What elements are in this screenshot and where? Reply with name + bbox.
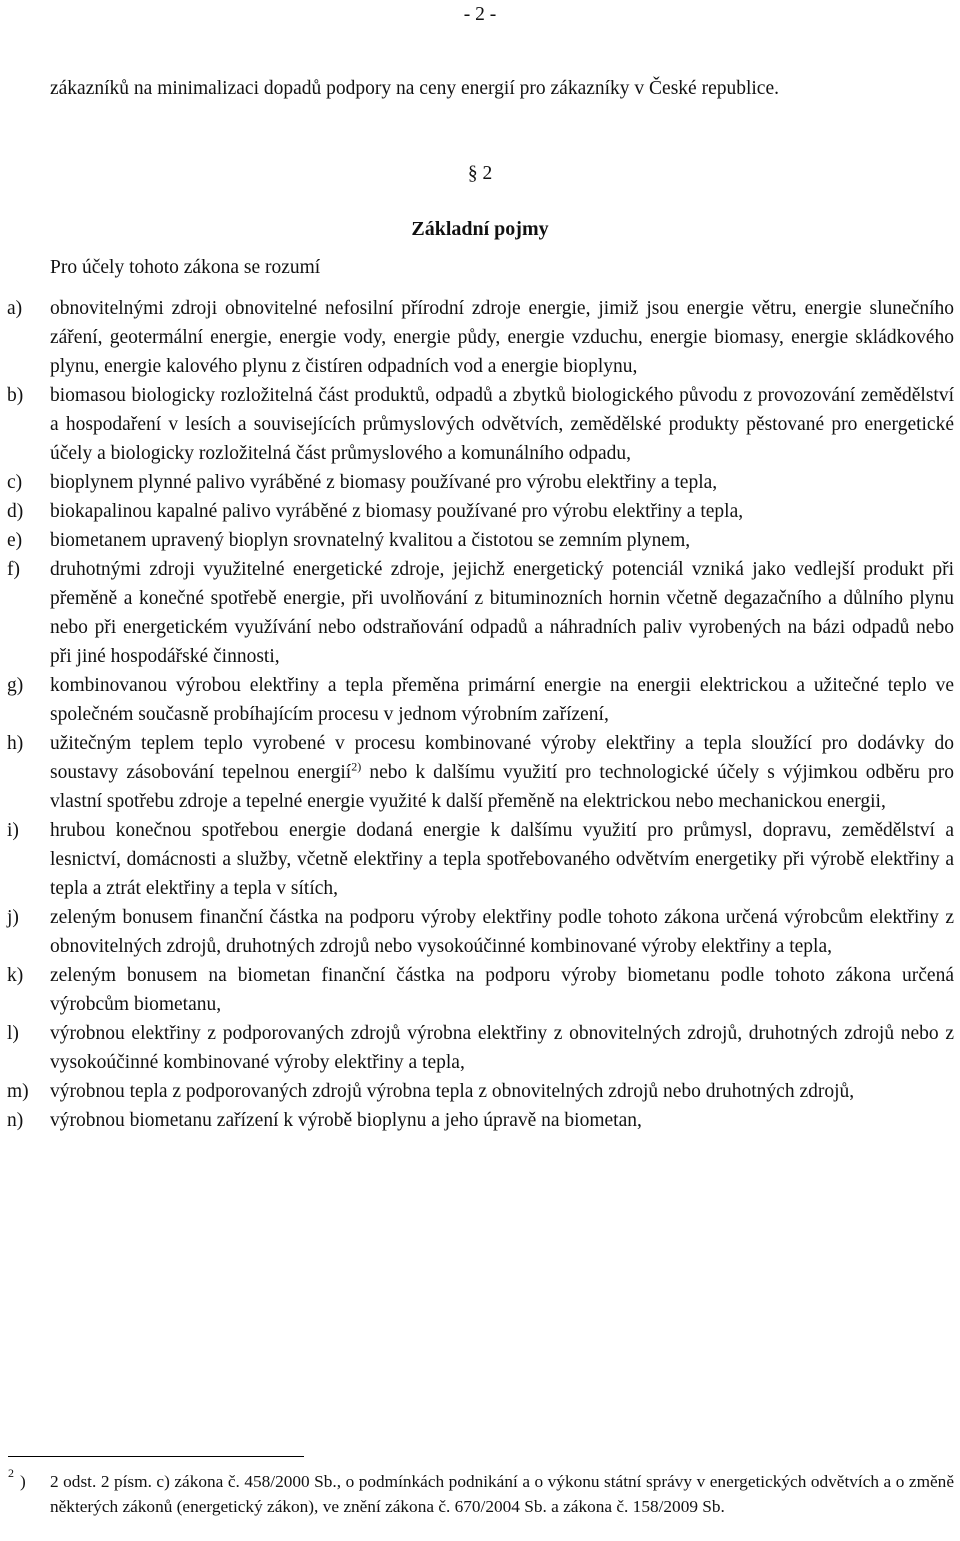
definition-item	[7, 1106, 954, 1135]
definition-letter: g)	[7, 675, 24, 696]
definition-item	[7, 671, 954, 729]
page-number: - 2 -	[463, 4, 497, 25]
definition-item	[7, 468, 954, 497]
definition-text: obnovitelnými zdroji obnovitelné nefosilní přírodní zdroje energie, jimiž jsou energie větru, energie slunečního záření, geotermální energie, energie vody, energie půdy, energie vzduchu, energie biomasy, energie skládkového plynu, energie kalového plynu z čistíren odpadních vod a energie bioplynu,	[50, 298, 954, 377]
definition-letter: a)	[7, 298, 23, 319]
definition-letter: e)	[7, 530, 23, 551]
definition-text: výrobnou elektřiny z podporovaných zdrojů výrobna elektřiny z obnovitelných zdrojů, druhotných zdrojů nebo z vysokoúčinné kombinované výroby elektřiny a tepla,	[50, 1023, 954, 1073]
definition-item	[7, 1077, 954, 1106]
definition-text: užitečným teplem teplo vyrobené v procesu kombinované výroby elektřiny a tepla sloužící pro dodávky do soustavy zásobování tepelnou energií	[50, 733, 954, 783]
definition-text: biokapalinou kapalné palivo vyráběné z biomasy používané pro výrobu elektřiny a tepla,	[50, 501, 744, 522]
definition-text: biomasou biologicky rozložitelná část produktů, odpadů a zbytků biologického původu z provozování zemědělství a hospodaření v lesích a souvisejících průmyslových odvětvích, zemědělské produkty pěstované pro energetické účely a biologicky rozložitelná část průmyslového a komunálního odpadu,	[50, 385, 954, 464]
definition-letter: i)	[7, 820, 19, 841]
definition-item	[7, 555, 954, 671]
definition-text: zeleným bonusem na biometan finanční částka na podporu výroby biometanu podle tohoto zákona určená výrobcům biometanu,	[50, 965, 954, 1015]
intro-paragraph: zákazníků na minimalizaci dopadů podpory na ceny energií pro zákazníky v České republice.	[50, 78, 779, 99]
footnote-number: 2	[8, 1466, 14, 1480]
definition-letter: m)	[7, 1081, 29, 1102]
definition-item	[7, 381, 954, 468]
section-title: Základní pojmy	[411, 218, 549, 240]
definition-item	[7, 1019, 954, 1077]
definition-text: kombinovanou výrobou elektřiny a tepla přeměna primární energie na energii elektrickou a užitečné teplo ve společném současně probíhajícím procesu v jednom výrobním zařízení,	[50, 675, 954, 725]
definition-item	[7, 961, 954, 1019]
definition-text: biometanem upravený bioplyn srovnatelný kvalitou a čistotou se zemním plynem,	[50, 530, 691, 551]
definition-text: výrobnou tepla z podporovaných zdrojů výrobna tepla z obnovitelných zdrojů nebo druhotných zdrojů,	[50, 1081, 855, 1102]
footnote-divider	[8, 1456, 304, 1457]
definition-item	[7, 729, 954, 816]
definition-text: bioplynem plynné palivo vyráběné z biomasy používané pro výrobu elektřiny a tepla,	[50, 472, 718, 493]
definition-item	[7, 816, 954, 903]
definition-text: hrubou konečnou spotřebou energie dodaná energie k dalšímu využití pro průmysl, dopravu, zemědělství a lesnictví, domácnosti a služby, včetně elektřiny a tepla spotřebovaného odvětvím energetiky při výrobě elektřiny a tepla a ztrát elektřiny a tepla v sítích,	[50, 820, 954, 899]
definition-letter: c)	[7, 472, 23, 493]
definition-item	[7, 294, 954, 381]
definition-text: výrobnou biometanu zařízení k výrobě bioplynu a jeho úpravě na biometan,	[50, 1110, 642, 1131]
definition-item	[7, 526, 954, 555]
definition-text-continued: nebo k dalšímu využití pro technologické účely s výjimkou odběru pro vlastní spotřebu zdroje a tepelné energie využité k další přeměně na elektrickou nebo mechanickou energii,	[50, 762, 954, 812]
definitions-list	[7, 294, 954, 1135]
definition-letter: l)	[7, 1023, 19, 1044]
definition-letter: n)	[7, 1110, 24, 1131]
footnote	[8, 1466, 954, 1519]
definition-letter: d)	[7, 501, 24, 522]
section-number: § 2	[467, 163, 493, 184]
definition-letter: j)	[7, 907, 19, 928]
lead-sentence: Pro účely tohoto zákona se rozumí	[50, 257, 321, 278]
footnote-paren: )	[20, 1472, 26, 1491]
definition-text: druhotnými zdroji využitelné energetické zdroje, jejichž energetický potenciál vzniká jako vedlejší produkt při přeměně a konečné spotřebě energie, při uvolňování z bituminozních hornin včetně degazačního a důlního plynu nebo při energetickém využívání nebo odstraňování odpadů a náhradních paliv vyrobených na bázi odpadů nebo při jiné hospodářské činnosti,	[50, 559, 954, 667]
definition-item	[7, 497, 954, 526]
definition-item	[7, 903, 954, 961]
definition-letter: f)	[7, 559, 20, 580]
footnote-text: 2 odst. 2 písm. c) zákona č. 458/2000 Sb., o podmínkách podnikání a o výkonu státní správy v energetických odvětvích a o změně některých zákonů (energetický zákon), ve znění zákona č. 670/2004 Sb. a zákona č. 158/2009 Sb.	[50, 1472, 954, 1516]
definition-letter: k)	[7, 965, 24, 986]
definition-letter: h)	[7, 733, 24, 754]
footnote-reference[interactable]: 2)	[351, 759, 362, 774]
definition-letter: b)	[7, 385, 24, 406]
definition-text: zeleným bonusem finanční částka na podporu výroby elektřiny podle tohoto zákona určená výrobcům elektřiny z obnovitelných zdrojů, druhotných zdrojů nebo vysokoúčinné kombinované výroby elektřiny a tepla,	[50, 907, 954, 957]
